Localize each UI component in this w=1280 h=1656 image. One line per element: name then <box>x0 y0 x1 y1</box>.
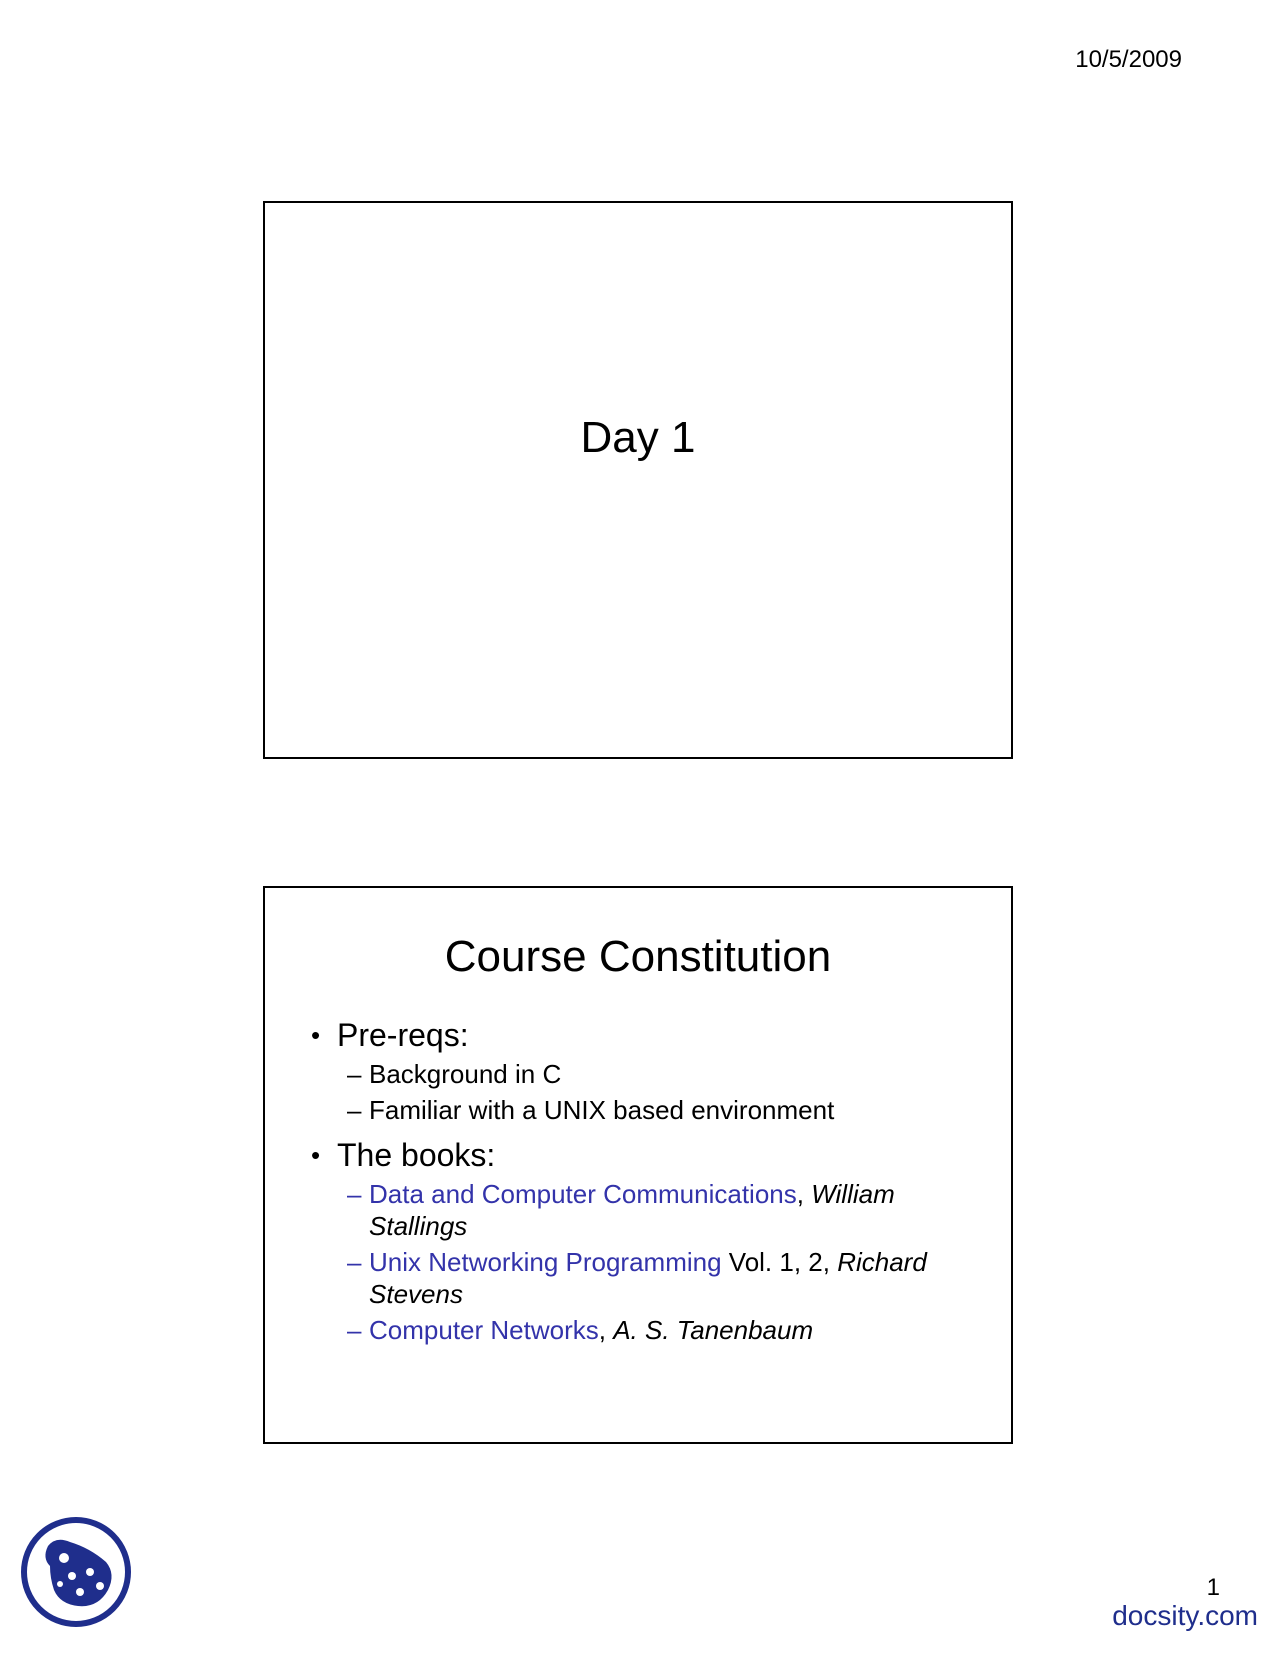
dash-icon: – <box>347 1095 362 1125</box>
list-item-text: Background in C <box>369 1059 562 1089</box>
book-title-link[interactable]: Computer Networks <box>369 1315 599 1345</box>
bullet-icon: • <box>311 1020 321 1050</box>
slide-title: Day 1 <box>580 413 696 462</box>
bullet-label: Pre-reqs: <box>337 1017 469 1053</box>
book-title-link[interactable]: Data and Computer Communications <box>369 1179 797 1209</box>
page-number: 1 <box>1206 1574 1220 1601</box>
docsity-logo-icon[interactable] <box>20 1516 132 1628</box>
book-author: A. S. Tanenbaum <box>613 1315 814 1345</box>
book-item <box>305 1314 981 1346</box>
page-date: 10/5/2009 <box>1075 46 1182 73</box>
book-separator: Vol. 1, 2, <box>721 1247 838 1277</box>
book-separator: , <box>796 1179 812 1209</box>
list-item-text: Familiar with a UNIX based environment <box>369 1095 835 1125</box>
dash-icon: – <box>347 1247 362 1277</box>
bullet-label: The books: <box>337 1137 496 1173</box>
list-item <box>305 1058 981 1090</box>
brand-name: docsity <box>1112 1600 1198 1631</box>
slide-title: Course Constitution <box>444 932 832 981</box>
book-item <box>305 1246 981 1310</box>
bullet-books <box>305 1136 981 1174</box>
bullet-prereqs <box>305 1016 981 1054</box>
book-author: Richard Stevens <box>369 1247 927 1309</box>
slide-day-1 <box>263 201 1013 759</box>
book-separator: , <box>598 1315 614 1345</box>
dash-icon: – <box>347 1315 362 1345</box>
slide-course-constitution <box>263 886 1013 1444</box>
book-item <box>305 1178 981 1242</box>
book-author: William Stallings <box>369 1179 895 1241</box>
book-title-link[interactable]: Unix Networking Programming <box>369 1247 722 1277</box>
bullet-icon: • <box>311 1140 321 1170</box>
dash-icon: – <box>347 1179 362 1209</box>
list-item <box>305 1094 981 1126</box>
brand-suffix: .com <box>1197 1600 1258 1631</box>
docsity-brand-link[interactable] <box>1112 1600 1258 1632</box>
dash-icon: – <box>347 1059 362 1089</box>
slide-content <box>305 1016 981 1346</box>
logo-graphic <box>20 1516 132 1628</box>
